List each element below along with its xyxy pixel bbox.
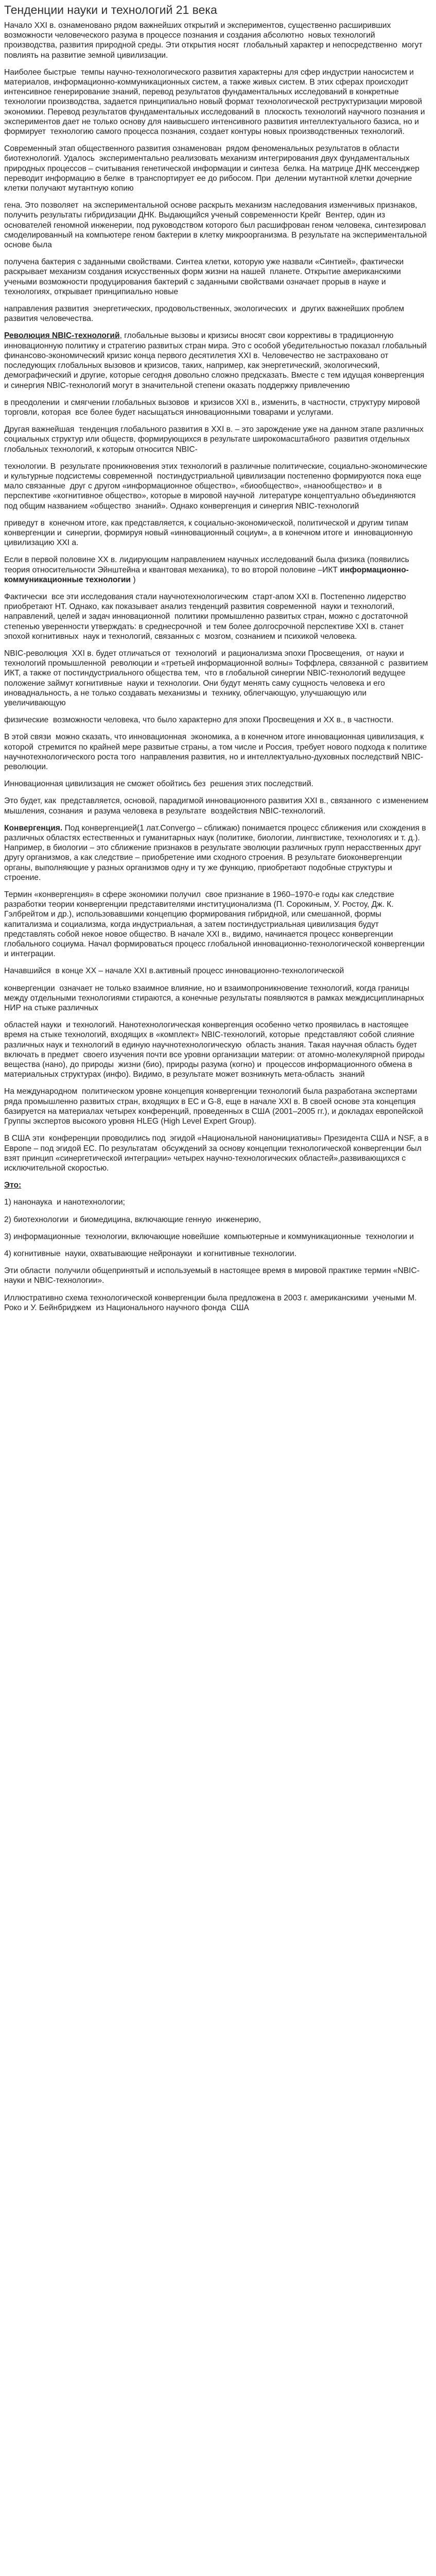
paragraph-text: В США эти конференции проводились под эгидой «Национальной нанонициативы» Президента США и NSF, а в Европе – под эгидой ЕС. По результатам обсуждений за основу концепции технологической конвергенции был взят принцип «синергетической интеграции» четырех научно-технологических областей»,развивающихся с исключительной скоростью.	[4, 1134, 431, 1173]
paragraph	[4, 1266, 429, 1285]
list-item: 3) информационные технологии, включающие новейшие компьютерные и коммуникационные технологии и	[4, 1232, 414, 1241]
paragraph	[4, 518, 429, 548]
paragraph-text: Наиболее быстрые темпы научно-технологического развития характерны для сфер индустрии наносистем и материалов, информационно-коммуникационных систем, а также живых систем. В этих сферах происходит интенсивное генерирование знаний, перевод результатов фундаментальных исследований в конкретные технологии производства, задается принципиально новый формат технологической реструктуризации мировой экономики. Перевод результатов фундаментальных исследований в плоскость технологий научного познания и экспериментов дает не только основу для наивысшего интенсивного развития интеллектуального базиса, но и формирует технологию самого процесса познания, создает контуры новых производственных технологий.	[4, 67, 427, 137]
paragraph-text: направления развития энергетических, продовольственных, экологических и других важнейших проблем развития человечества.	[4, 304, 407, 324]
paragraph-text: Инновационная цивилизация не сможет обойтись без решения этих последствий.	[4, 779, 313, 789]
paragraph-text: , глобальные вызовы и кризисы вносят свои коррективы в традиционную инновационную политику и стратегию развитых стран мира. Это с особой убедительностью показал глобальный финансово-экономический кризис конца первого десятилетия XXI в. Человечество не застраховано от последующих глобальных вызовов и кризисов, таких, например, как энергетический, экологический, демографический и другие, которые сегодня довольно сложно предсказать. Вместе с тем идущая конвергенция и синергия NBIC-технологий могут в значительной степени оказать поддержку привлечению	[4, 331, 429, 390]
paragraph	[4, 144, 429, 193]
paragraph	[4, 715, 429, 725]
emphasized-text: Конвергенция.	[4, 823, 63, 833]
paragraph-text: )	[131, 575, 136, 584]
paragraph	[4, 592, 429, 641]
paragraph-text: приведут в конечном итоге, как представляется, к социально-экономической, политической и другим типам конвергенции и синергии, формируя новый «инновационный социум», а в конечном итоге и инновационную цивилизацию XXI а.	[4, 518, 415, 548]
paragraph-text: Это будет, как представляется, основой, парадигмой инновационного развития XXI в., связанного с изменением мышления, сознания и разума человека в результате воздействия NBIC-технологий.	[4, 796, 431, 816]
paragraph-text: Иллюстративно схема технологической конвергенции была предложена в 2003 г. американскими учеными М. Роко и У. Бейнбриджем из Национального научного фонда США	[4, 1293, 419, 1312]
paragraph	[4, 984, 429, 1013]
emphasized-text: Это:	[4, 1181, 22, 1190]
paragraph-text: гена. Это позволяет на экспериментальной основе раскрыть механизм наследования изменчивых признаков, получить результаты гибридизации ДНК. Выдающийся ученый современности Крейг Вентер, один из основателей геномной инженерии, под руководством которого был расшифрован геном человека, синтезировал смоделированный на компьютере геном бактерии в клетку микроорганизма. В результате на экспериментальной основе была	[4, 201, 431, 250]
paragraph	[4, 200, 429, 250]
paragraph	[4, 732, 429, 772]
paragraph	[4, 331, 429, 390]
paragraph-text: областей науки и технологий. Нанотехнологическая конвергенция особенно четко проявилась в настоящее время на стыке технологий, входящих в «комплект» NBIC-технологий, которые представляют собой слияние различных наук и технологий в единую научнотехнологическую область знания. Такая научная область будет включать в предмет своего изучения почти все уровни организации материи: от атомно-молекулярной природы вещества (нано), до природы жизни (био), природы разума (когно) и процессов информационного обмена в материальных структурах (инфо). Видимо, в результате может возникнуть мета-область знаний	[4, 1021, 427, 1079]
paragraph-text: конвергенции означает не только взаимное влияние, но и взаимопроникновение технологий, когда границы между отдельными технологиями стираются, а конечные результаты появляются в рамках междисциплинарных НИР на стыке различных	[4, 984, 429, 1013]
paragraph-text: Другая важнейшая тенденция глобального развития в XXI в. – это зарождение уже на данном этапе различных социальных структур или обществ, формирующихся в результате широкомасштабного развития отдельных глобальных технологий, к которым относится NBIC-	[4, 425, 426, 454]
paragraph-text: В этой связи можно сказать, что инновационная экономика, а в конечном итоге инновационная цивилизация, к которой стремится по крайней мере развитые страны, а том числе и Россия, требует нового подхода к политике научнотехнологического роста того направления развития, но и интеллектуально-духовных последствий NBIC-революции.	[4, 733, 429, 771]
paragraph	[4, 1293, 429, 1313]
paragraph	[4, 257, 429, 297]
paragraph	[4, 823, 429, 883]
paragraph-text: Если в первой половине XX в. лидирующим направлением научных исследований была физика (появились теория относительности Эйнштейна и квантовая механика), то во второй половине –ИКТ	[4, 555, 414, 574]
paragraph	[4, 1180, 429, 1190]
paragraph-text: NBIC-революция XXI в. будет отличаться от технологий и рационализма эпохи Просвещения, от науки и технологий промышленной революции и «третьей информационной волны» Тоффлера, связанной с развитием ИКТ, а также от постиндустриального общества тем, что в глобальной синергии NBIC-технологий ведущее положение займут когнитивные науки и технологии. Они будут менять саму сущность человека и его иноваднальность, а не только создавать механизмы и технику, облегчающую, улучшающую или увеличивающую	[4, 649, 430, 707]
paragraph	[4, 21, 429, 60]
paragraph	[4, 796, 429, 816]
list-item: 1) нанонаука и нанотехнологии;	[4, 1198, 125, 1207]
emphasized-text: Революция NBIC-технологий	[4, 331, 120, 341]
paragraph-text: Современный этап общественного развития ознаменован рядом феноменальных результатов в области биотехнологий. Удалось экспериментально реализовать механизм интегрирования двух фундаментальных природных процессов – считывания генетической информации и синтеза белка. На матрице ДНК мессенджер переводит информацию в белке в транспортирует ее до рибосом. При делении мутантной клетки дочерние клетки получают мутантную копию	[4, 144, 422, 193]
paragraph	[4, 304, 429, 324]
paragraph	[4, 425, 429, 454]
paragraph	[4, 462, 429, 511]
emphasized-text: информационно-коммуникационные технологии	[4, 565, 409, 584]
page-title: Тенденции науки и технологий 21 века	[4, 3, 217, 16]
paragraph	[4, 779, 429, 789]
paragraph-text: в преодолении и смягчении глобальных вызовов и кризисов XXI в., изменить, в частности, структуру мировой торговли, которая все более будет насыщаться инновационными товарами и услугами.	[4, 398, 423, 417]
paragraph-text: Начавшийся в конце XX – начале XXI в.активный процесс инновационно-технологической	[4, 967, 344, 976]
paragraph-text: технологии. В результате проникновения этих технологий в различные политические, социально-экономические и культурные подсистемы современной постиндустриальной цивилизации постепенно формируются пока еще мало связанные друг с другом «информационное общество», «биообщество», «нанообщество» и в перспективе «когнитивное общество», которые в мировой научной литературе концептуально объединяются под общим названием «общество знаний». Однако конвергенция и синергия NBIC-технологий	[4, 462, 430, 511]
paragraph-text: На международном политическом уровне концепция конвергенции технологий была разработана экспертами ряда промышленно развитых стран, входящих в ЕС и G-8, еще в начале XXI в. В своей основе эта концепция базируется на материалах четырех конференций, проведенных в США (2001–2005 гг.), и докладах европейской Группы экспертов высокого уровня HLEG (High Level Expert Group).	[4, 1087, 426, 1126]
paragraph-text: Термин «конвергенция» в сфере экономики получил свое признание в 1960–1970-е годы как следствие разработки теории конвергенции представителями институционализма (П. Сорокиным, У. Ростоу, Дж. К. Гэлбрейтом и др.), использовавшими концепцию формирования гибридной, или смешанной, формы капитализма и социализма, когда индустриальная, а затем постиндустриальная цивилизация будут представлять собой некое новое общество. В начале XXI в., видимо, начинается процесс конвергенции глобального социума. Начал формироваться процесс глобальной инновационно-технологической конвергенции и интеграции.	[4, 890, 427, 959]
paragraph	[4, 555, 429, 585]
paragraph-text: Эти области получили общепринятый и используемый в настоящее время в мировой практике термин «NBIC-науки и NBIC-технологии».	[4, 1266, 420, 1285]
paragraph-text: Начало XXI в. ознаменовано рядом важнейших открытий и экспериментов, существенно расширивших возможности человеческого разума в процессе познания и создания абсолютно новых технологий производства, развития природной среды. Эти открытия носят глобальный характер и непосредственно могут повлиять на развитие земной цивилизации.	[4, 21, 425, 60]
paragraph	[4, 1133, 429, 1173]
paragraph-text: Фактически все эти исследования стали научнотехнологическим старт-апом XXI в. Постепенно лидерство приобретают НТ. Однако, как показывает анализ тенденций развития современной науки и технологий, направлений, целей и задач инновационной политики промышленно развитых стран, можно с достаточной степенью уверенности утверждать: в среднесрочной и тем более долгосрочной перспективе XXI в. станет эпохой когнитивных наук и технологий, связанных с мозгом, сознанием и психикой человека.	[4, 592, 411, 641]
paragraph-text: получена бактерия с заданными свойствами. Синтеа клетки, которую уже назвали «Синтией», фактически раскрывает механизм создания искусственных форм жизни на нашей планете. Открытие американскими учеными возможности продуцирования бактерий с заданными свойствами означает прорыв в науке и технологиях, открывает принципиально новые	[4, 258, 406, 296]
paragraph	[4, 398, 429, 417]
paragraph-text: физические возможности человека, что было характерно для эпохи Просвещения и XX в., в частности.	[4, 716, 394, 725]
article-body	[4, 21, 429, 1190]
paragraph	[4, 1087, 429, 1126]
paragraph	[4, 67, 429, 137]
list-item: 2) биотехнологии и биомедицина, включающие генную инженерию,	[4, 1215, 261, 1224]
paragraph	[4, 890, 429, 959]
nbic-list	[4, 1197, 429, 1259]
paragraph	[4, 649, 429, 708]
article-closing	[4, 1266, 429, 1313]
paragraph	[4, 966, 429, 976]
paragraph-text: Под конвергенцией(1 лат.Convergo – сближаю) понимается процесс сближения или схождения в различных областях естественных и гуманитарных наук (политике, биологии, лингвистике, технологиях и т. д.). Например, в биологии – это сближение признаков в результате эволюции различных групп нерасственных друг другу организмов, а как следствие – приобретение ими сходного строения. В результате биоконвергенции органы, выполняющие у разных организмов одну и ту же функцию, приобретают подобные структуры и строение.	[4, 823, 428, 882]
paragraph	[4, 1020, 429, 1079]
list-item: 4) когнитивные науки, охватывающие нейронауки и когнитивные технологии.	[4, 1249, 297, 1258]
